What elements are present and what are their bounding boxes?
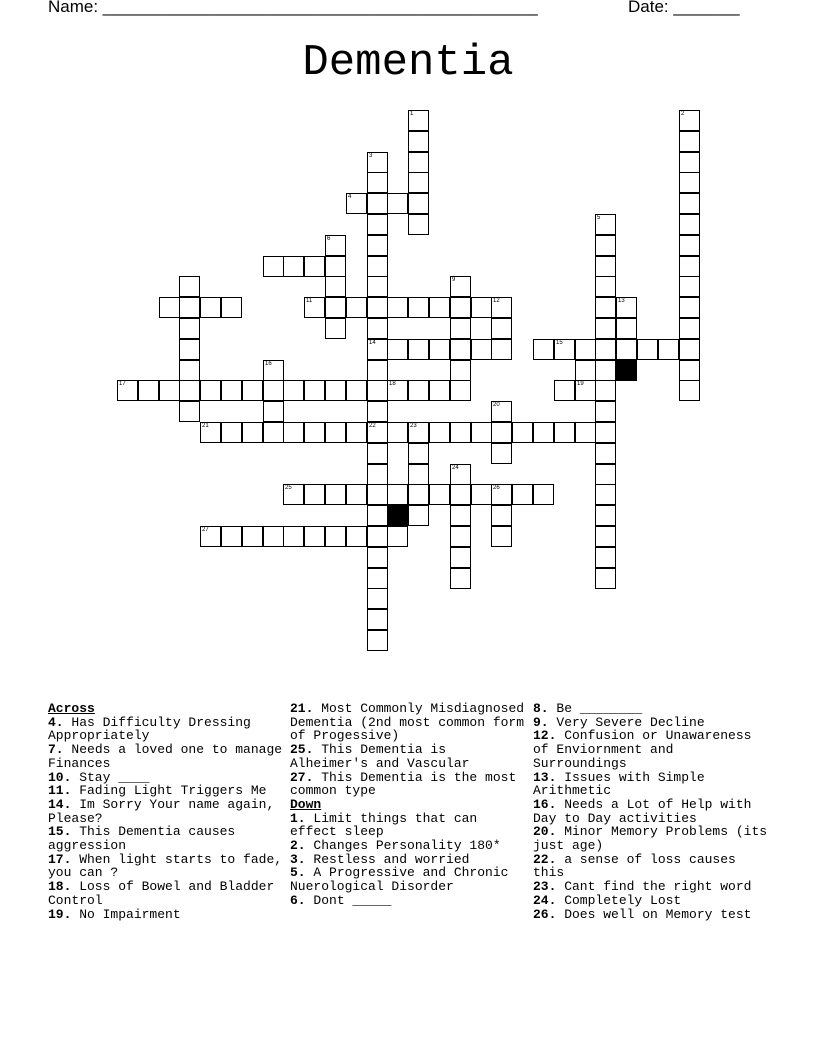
grid-cell[interactable] [533,484,554,505]
grid-cell[interactable] [346,484,367,505]
grid-cell[interactable] [595,318,616,339]
grid-cell[interactable] [408,297,429,318]
grid-cell[interactable] [325,235,346,256]
grid-cell[interactable] [429,297,450,318]
grid-cell[interactable] [595,214,616,235]
clue-number: 17 [119,381,126,387]
grid-cell[interactable] [679,318,700,339]
clue-item-text: Cant find the right word [556,879,752,895]
grid-cell[interactable] [263,422,284,443]
grid-cell[interactable] [346,380,367,401]
grid-cell[interactable] [471,339,492,360]
grid-cell-black [616,360,637,381]
clue-item-number: 3. [290,851,306,867]
across-heading: Across [48,701,95,716]
grid-cell[interactable] [367,547,388,568]
grid-cell[interactable] [595,235,616,256]
grid-cell[interactable] [221,297,242,318]
grid-cell[interactable] [450,464,471,485]
grid-cell[interactable] [304,380,325,401]
grid-cell[interactable] [117,380,138,401]
clue-number: 21 [202,423,209,429]
grid-cell[interactable] [679,276,700,297]
clue-item-text: Needs a loved one to manage Finances [48,742,283,771]
grid-cell[interactable] [554,339,575,360]
clue-item-number: 18. [48,879,72,895]
grid-cell[interactable] [595,276,616,297]
grid-cell[interactable] [367,588,388,609]
grid-cell[interactable] [408,464,429,485]
grid-cell[interactable] [263,526,284,547]
clue-number: 3 [369,153,373,159]
clue-item-number: 24. [533,892,557,908]
grid-cell[interactable] [575,422,596,443]
grid-cell[interactable] [367,339,388,360]
grid-cell[interactable] [408,193,429,214]
grid-cell[interactable] [179,360,200,381]
grid-cell[interactable] [450,484,471,505]
clue-number: 19 [577,381,584,387]
grid-cell[interactable] [325,276,346,297]
grid-cell[interactable] [200,380,221,401]
grid-cell[interactable] [346,297,367,318]
grid-cell[interactable] [408,152,429,173]
clue-item-text: Completely Lost [556,892,682,908]
grid-cell[interactable] [450,297,471,318]
grid-cell[interactable] [325,526,346,547]
clue-item-number: 7. [48,742,64,758]
clue-item [290,812,526,839]
clue-item-number: 9. [533,714,549,730]
grid-cell[interactable] [616,297,637,318]
clue-column-2 [290,702,526,908]
clue-item [48,825,284,852]
clue-item-number: 8. [533,701,549,716]
grid-cell[interactable] [533,339,554,360]
clue-number: 26 [493,485,500,491]
grid-cell[interactable] [304,484,325,505]
grid-cell[interactable] [179,276,200,297]
clue-item-number: 25. [290,742,314,758]
grid-cell[interactable] [325,380,346,401]
name-field[interactable]: Name: ______________________________________________ [48,0,538,16]
grid-cell[interactable] [179,318,200,339]
grid-cell[interactable] [595,380,616,401]
grid-cell[interactable] [429,380,450,401]
clue-item-text: Be ________ [548,701,643,716]
grid-cell[interactable] [595,464,616,485]
grid-cell[interactable] [408,380,429,401]
clue-item-text: Does well on Memory test [556,906,752,922]
grid-cell[interactable] [595,568,616,589]
grid-cell[interactable] [221,526,242,547]
clue-item-text: Fading Light Triggers Me [71,783,267,799]
clue-item-text: a sense of loss causes this [533,851,736,881]
grid-cell[interactable] [595,360,616,381]
grid-cell[interactable] [367,401,388,422]
clue-number: 1 [410,111,414,117]
clue-item-text: Im Sorry Your name again, Please? [48,796,275,826]
grid-cell[interactable] [325,256,346,277]
grid-cell[interactable] [325,297,346,318]
clue-number: 24 [452,465,459,471]
clue-item [290,894,526,908]
grid-cell[interactable] [450,380,471,401]
grid-cell[interactable] [595,526,616,547]
clue-number: 22 [369,423,376,429]
grid-cell[interactable] [367,318,388,339]
clue-item-number: 6. [290,892,306,908]
grid-cell[interactable] [367,422,388,443]
grid-cell[interactable] [491,401,512,422]
clue-item [290,839,526,853]
grid-cell[interactable] [595,547,616,568]
clue-item [48,853,284,880]
grid-cell[interactable] [429,484,450,505]
clue-number: 18 [389,381,396,387]
grid-cell[interactable] [367,464,388,485]
clue-item [533,729,769,770]
grid-cell[interactable] [367,443,388,464]
grid-cell[interactable] [325,422,346,443]
grid-cell[interactable] [450,547,471,568]
clue-item [48,908,284,922]
grid-cell[interactable] [491,339,512,360]
grid-cell[interactable] [387,422,408,443]
grid-cell[interactable] [242,526,263,547]
clue-number: 5 [597,215,601,221]
grid-cell[interactable] [159,380,180,401]
grid-cell[interactable] [679,214,700,235]
grid-cell[interactable] [471,422,492,443]
grid-cell[interactable] [200,422,221,443]
grid-cell[interactable] [221,380,242,401]
clue-item-number: 21. [290,701,314,716]
grid-cell[interactable] [450,568,471,589]
clue-item-text: Minor Memory Problems (its just age) [533,824,768,854]
grid-cell[interactable] [367,297,388,318]
clue-column-3 [533,702,769,921]
grid-cell[interactable] [450,318,471,339]
clue-item-text: Issues with Simple Arithmetic [533,769,705,799]
grid-cell[interactable] [512,422,533,443]
grid-cell[interactable] [263,401,284,422]
clue-item [48,716,284,743]
grid-cell[interactable] [179,401,200,422]
clue-number: 14 [369,340,376,346]
grid-cell[interactable] [679,193,700,214]
grid-cell[interactable] [367,152,388,173]
grid-cell[interactable] [367,360,388,381]
clue-item [533,853,769,880]
grid-cell[interactable] [450,276,471,297]
grid-cell[interactable] [242,422,263,443]
grid-cell-black [387,505,408,526]
grid-cell[interactable] [367,235,388,256]
grid-cell[interactable] [367,526,388,547]
grid-cell[interactable] [595,443,616,464]
clue-item-number: 14. [48,796,72,812]
clue-item-number: 13. [533,769,557,785]
grid-cell[interactable] [595,297,616,318]
clue-item-text: Stay ____ [71,769,150,785]
clue-number: 13 [618,298,625,304]
clue-item-text: This Dementia is the most common type [290,769,517,799]
grid-cell[interactable] [595,401,616,422]
clue-item-text: Most Commonly Misdiagnosed Dementia (2nd most common form of Progessive) [290,701,525,744]
grid-cell[interactable] [367,505,388,526]
header [48,0,768,19]
grid-cell[interactable] [367,380,388,401]
clue-item-number: 20. [533,824,557,840]
grid-cell[interactable] [179,339,200,360]
grid-cell[interactable] [491,297,512,318]
grid-cell[interactable] [679,172,700,193]
clue-item-number: 23. [533,879,557,895]
grid-cell[interactable] [679,339,700,360]
grid-cell[interactable] [679,152,700,173]
grid-cell[interactable] [575,360,596,381]
grid-cell[interactable] [283,256,304,277]
grid-cell[interactable] [387,193,408,214]
grid-cell[interactable] [679,360,700,381]
grid-cell[interactable] [491,484,512,505]
clue-item-number: 1. [290,810,306,826]
grid-cell[interactable] [200,297,221,318]
grid-cell[interactable] [346,422,367,443]
grid-cell[interactable] [367,630,388,651]
clue-item [48,880,284,907]
grid-cell[interactable] [367,276,388,297]
grid-cell[interactable] [283,484,304,505]
grid-cell[interactable] [575,380,596,401]
clue-item-number: 4. [48,714,64,730]
clue-number: 15 [556,340,563,346]
page-title: Dementia [302,38,514,88]
grid-cell[interactable] [679,380,700,401]
grid-cell[interactable] [179,297,200,318]
grid-cell[interactable] [367,172,388,193]
grid-cell[interactable] [367,568,388,589]
clue-item-text: Dont _____ [305,892,392,908]
clue-item [290,866,526,893]
grid-cell[interactable] [263,360,284,381]
clue-column-1 [48,702,284,921]
grid-cell[interactable] [325,318,346,339]
grid-cell[interactable] [367,214,388,235]
grid-cell[interactable] [138,380,159,401]
grid-cell[interactable] [408,339,429,360]
grid-cell[interactable] [387,526,408,547]
clue-number: 12 [493,298,500,304]
clue-item [533,908,769,922]
clue-item [533,825,769,852]
grid-cell[interactable] [408,422,429,443]
grid-cell[interactable] [637,339,658,360]
clue-item [290,853,526,867]
grid-cell[interactable] [408,131,429,152]
clue-item-text: Changes Personality 180* [305,838,501,854]
clue-number: 11 [306,298,313,304]
clue-item-text: Needs a Lot of Help with Day to Day activities [533,796,752,826]
grid-cell[interactable] [200,526,221,547]
clue-item-number: 16. [533,796,557,812]
grid-cell[interactable] [346,193,367,214]
grid-cell[interactable] [429,339,450,360]
clue-item-number: 5. [290,865,306,881]
clue-item [533,880,769,894]
clue-item [48,743,284,770]
clue-item-number: 27. [290,769,314,785]
clue-number: 27 [202,527,209,533]
clue-item [48,798,284,825]
clue-item-text: No Impairment [71,906,181,922]
grid-cell[interactable] [491,422,512,443]
grid-cell[interactable] [575,339,596,360]
grid-cell[interactable] [450,360,471,381]
grid-cell[interactable] [221,422,242,443]
clue-number: 9 [452,277,456,283]
grid-cell[interactable] [595,484,616,505]
grid-cell[interactable] [367,256,388,277]
clue-item [290,743,526,770]
clue-item-number: 10. [48,769,72,785]
grid-cell[interactable] [304,526,325,547]
grid-cell[interactable] [304,256,325,277]
grid-cell[interactable] [387,484,408,505]
grid-cell[interactable] [408,110,429,131]
grid-cell[interactable] [450,505,471,526]
grid-cell[interactable] [408,505,429,526]
clue-number: 23 [410,423,417,429]
grid-cell[interactable] [387,339,408,360]
grid-cell[interactable] [429,422,450,443]
grid-cell[interactable] [304,297,325,318]
grid-cell[interactable] [491,505,512,526]
clue-number: 6 [327,236,331,242]
grid-cell[interactable] [679,235,700,256]
grid-cell[interactable] [387,297,408,318]
clue-item [533,702,769,716]
grid-cell[interactable] [283,422,304,443]
grid-cell[interactable] [512,484,533,505]
clue-item-text: This Dementia causes aggression [48,824,236,854]
clue-item-number: 22. [533,851,557,867]
clue-item-text: Has Difficulty Dressing Appropriately [48,714,251,744]
grid-cell[interactable] [450,339,471,360]
grid-cell[interactable] [616,318,637,339]
clue-item [290,771,526,798]
clue-item-text: This Dementia is Alheimer's and Vascular [290,742,470,771]
grid-cell[interactable] [346,526,367,547]
grid-cell[interactable] [367,609,388,630]
clue-item [533,716,769,730]
clue-item-text: Loss of Bowel and Bladder Control [48,879,275,908]
clue-number: 4 [348,194,352,200]
grid-cell[interactable] [554,380,575,401]
grid-cell[interactable] [554,422,575,443]
grid-cell[interactable] [408,214,429,235]
clue-item-text: Restless and worried [305,851,470,867]
grid-cell[interactable] [408,443,429,464]
clue-item-number: 11. [48,783,72,799]
grid-cell[interactable] [283,526,304,547]
grid-cell[interactable] [387,380,408,401]
grid-cell[interactable] [471,484,492,505]
grid-cell[interactable] [595,422,616,443]
grid-cell[interactable] [533,422,554,443]
grid-cell[interactable] [367,484,388,505]
down-heading: Down [290,796,322,812]
clue-item [533,894,769,908]
clue-item-number: 19. [48,906,72,922]
grid-cell[interactable] [471,297,492,318]
clue-item-number: 17. [48,851,72,867]
grid-cell[interactable] [450,526,471,547]
grid-cell[interactable] [408,172,429,193]
clue-item-text: Limit things that can effect sleep [290,810,478,840]
grid-cell[interactable] [179,380,200,401]
grid-cell[interactable] [491,318,512,339]
grid-cell[interactable] [159,297,180,318]
clue-item-number: 2. [290,838,306,854]
grid-cell[interactable] [658,339,679,360]
grid-cell[interactable] [491,526,512,547]
grid-cell[interactable] [408,484,429,505]
grid-cell[interactable] [325,484,346,505]
clue-item [533,798,769,825]
grid-cell[interactable] [450,422,471,443]
clue-number: 16 [265,361,272,367]
grid-cell[interactable] [367,193,388,214]
clue-item-number: 26. [533,906,557,922]
grid-cell[interactable] [304,422,325,443]
clue-item-text: Very Severe Decline [548,714,705,730]
clue-item-text: A Progressive and Chronic Nuerological Disorder [290,865,509,895]
grid-cell[interactable] [263,256,284,277]
grid-cell[interactable] [595,339,616,360]
clue-item [48,771,284,785]
clue-item-number: 12. [533,728,557,744]
grid-cell[interactable] [595,505,616,526]
clue-item [533,771,769,798]
grid-cell[interactable] [679,256,700,277]
grid-cell[interactable] [491,443,512,464]
grid-cell[interactable] [679,297,700,318]
date-field[interactable]: Date: _______ [628,0,740,16]
grid-cell[interactable] [283,380,304,401]
grid-cell[interactable] [679,110,700,131]
clue-item [48,784,284,798]
grid-cell[interactable] [679,131,700,152]
clue-item [290,702,526,743]
clue-item-text: Confusion or Unawareness of Enviornment and Surroundings [533,728,752,771]
clue-number: 25 [285,485,292,491]
grid-cell[interactable] [616,339,637,360]
grid-cell[interactable] [263,380,284,401]
clue-item-number: 15. [48,824,72,840]
clue-number: 20 [493,402,500,408]
grid-cell[interactable] [242,380,263,401]
clue-number: 2 [681,111,685,117]
clue-item-text: When light starts to fade, you can ? [48,851,283,881]
grid-cell[interactable] [595,256,616,277]
